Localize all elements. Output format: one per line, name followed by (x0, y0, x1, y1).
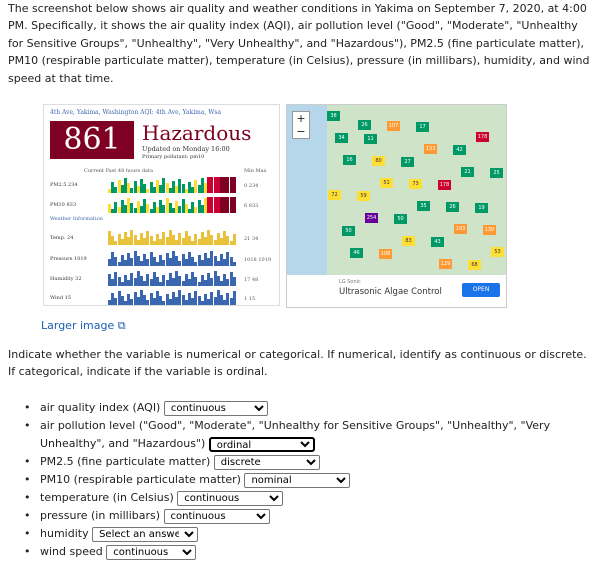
zoom-out-button[interactable]: − (296, 125, 306, 138)
aqi-marker[interactable]: 51 (380, 178, 393, 188)
aqi-marker[interactable]: 38 (327, 111, 340, 121)
temp-bars (108, 229, 238, 245)
aqi-marker[interactable]: 21 (461, 167, 474, 177)
aqi-marker[interactable]: 108 (380, 251, 391, 257)
row-label: Wind (50, 295, 64, 301)
aqi-marker[interactable]: 50 (394, 214, 407, 224)
aqi-marker[interactable]: 254 (366, 215, 377, 221)
aqi-marker[interactable]: 42 (453, 145, 466, 155)
external-link-icon: ⧉ (117, 319, 126, 332)
aqi-marker[interactable]: 72 (328, 190, 341, 200)
aqi-map[interactable] (286, 104, 507, 308)
list-item (24, 399, 584, 417)
variable-label: PM2.5 (fine particulate matter) (40, 455, 211, 468)
aqi-marker[interactable]: 53 (491, 247, 504, 257)
history-bar (233, 177, 236, 193)
zoom-control[interactable] (292, 111, 310, 139)
row-max: 34 (251, 236, 259, 242)
larger-image-link[interactable] (41, 319, 126, 333)
answer-select[interactable] (209, 437, 315, 452)
row-label: PM10 (50, 202, 65, 208)
ad-brand: LG Sonic (339, 279, 361, 285)
aqi-marker[interactable]: 43 (431, 237, 444, 247)
aqi-marker[interactable]: 178 (439, 182, 450, 188)
current-label: Current Past 48 hours data (84, 168, 154, 174)
variable-label: temperature (in Celsius) (40, 491, 174, 504)
aqi-marker[interactable]: 11 (364, 134, 377, 144)
aqi-value: 861 (50, 121, 134, 159)
station-title: 4th Ave, Yakima, Washington AQI: 4th Ave, Yakima, Wsa (50, 109, 222, 116)
row-value: 24 (67, 235, 74, 241)
aqi-marker[interactable]: 19 (475, 203, 488, 213)
aqi-screenshot (43, 104, 280, 306)
variable-label: air pollution level ("Good", "Moderate", "Unhealthy for Sensitive Groups", "Unhealthy", "Very Unhealthy", and "Hazardous") (40, 419, 551, 450)
row-label: Temp. (50, 235, 66, 241)
pressure-bars (108, 250, 238, 266)
aqi-marker[interactable]: 83 (402, 236, 415, 246)
row-label: PM2.5 (50, 182, 67, 188)
aqi-marker[interactable]: 178 (477, 134, 488, 140)
variable-label: PM10 (respirable particulate matter) (40, 473, 241, 486)
humidity-bars (108, 270, 238, 286)
row-label: Pressure (50, 256, 73, 262)
list-item (24, 453, 584, 471)
row-min: 0 (244, 183, 248, 189)
answer-select[interactable] (164, 401, 268, 416)
answer-select[interactable] (92, 527, 198, 542)
list-item (24, 489, 584, 507)
row-max: 48 (251, 277, 259, 283)
pm10-bars (108, 197, 238, 213)
aqi-marker[interactable]: 50 (342, 226, 355, 236)
row-min: 6 (244, 203, 248, 209)
ad-title[interactable]: Ultrasonic Algae Control (339, 287, 442, 297)
variable-list (24, 399, 584, 561)
answer-select[interactable] (244, 473, 350, 488)
ad-banner[interactable] (287, 275, 506, 307)
aqi-marker[interactable]: 34 (335, 133, 348, 143)
larger-image-label[interactable]: Larger image (41, 319, 115, 332)
history-bar (233, 277, 236, 286)
answer-select[interactable] (177, 491, 283, 506)
variable-label: wind speed (40, 545, 103, 558)
minmax-label: Min Max (244, 168, 267, 174)
row-min: 17 (244, 277, 251, 283)
row-value: 1019 (74, 256, 87, 262)
variable-label: pressure (in millibars) (40, 509, 161, 522)
aqi-marker[interactable]: 16 (343, 155, 356, 165)
aqi-marker[interactable]: 59 (357, 191, 370, 201)
weather-info: Weather Information (50, 216, 103, 222)
row-max: 234 (248, 183, 259, 189)
history-bar (233, 197, 236, 213)
row-max: 1019 (258, 257, 272, 263)
zoom-in-button[interactable]: + (296, 112, 306, 125)
answer-select[interactable] (214, 455, 320, 470)
aqi-marker[interactable]: 133 (425, 146, 436, 152)
aqi-marker[interactable]: 26 (358, 120, 371, 130)
row-min: 1 (244, 296, 248, 302)
aqi-marker[interactable]: 17 (416, 122, 429, 132)
ad-open-button[interactable]: OPEN (462, 283, 500, 297)
aqi-marker[interactable]: 80 (372, 156, 385, 166)
aqi-marker[interactable]: 68 (468, 260, 481, 270)
aqi-marker[interactable]: 103 (455, 226, 466, 232)
row-min: 21 (244, 236, 251, 242)
aqi-marker[interactable]: 26 (446, 202, 459, 212)
aqi-marker[interactable]: 73 (409, 179, 422, 189)
aqi-marker[interactable]: 27 (401, 157, 414, 167)
list-item (24, 543, 584, 561)
answer-select[interactable] (164, 509, 270, 524)
row-max: 15 (248, 296, 256, 302)
row-value: 15 (64, 295, 72, 301)
aqi-marker[interactable]: 35 (417, 201, 430, 211)
answer-select[interactable] (106, 545, 196, 560)
list-item (24, 471, 584, 489)
list-item (24, 525, 584, 543)
aqi-level: Hazardous (142, 121, 252, 145)
aqi-marker[interactable]: 129 (440, 261, 451, 267)
aqi-marker[interactable]: 46 (350, 248, 363, 258)
pm25-bars (108, 177, 238, 193)
history-bar (233, 234, 236, 245)
row-max: 833 (248, 203, 259, 209)
list-item (24, 417, 584, 453)
updated-time: Updated on Monday 16:00 (142, 145, 230, 153)
wind-bars (108, 289, 238, 305)
primary-pollutant: Primary pollutant: pm10 (142, 154, 205, 160)
history-bar (233, 291, 236, 305)
variable-label: humidity (40, 527, 89, 540)
row-value: 833 (66, 202, 76, 208)
aqi-marker[interactable]: 107 (388, 123, 399, 129)
row-label: Humidity (50, 276, 74, 282)
intro-text: The screenshot below shows air quality and weather conditions in Yakima on September 7, 2020, at 4:00 PM. Specifically, it shows the air quality index (AQI), air pollution level ("Good", "Moderate", "Unhealthy for Sensitive Groups", "Unhealthy", "Very Unhealthy", and "Hazardous"), PM2.5 (fine particulate matter), PM10 (respirable particulate matter), temperature (in Celsius), pressure (in millibars), humidity, and wind speed at that time. (8, 2, 590, 85)
aqi-marker[interactable]: 25 (490, 168, 503, 178)
list-item (24, 507, 584, 525)
history-bar (233, 262, 236, 266)
aqi-marker[interactable]: 130 (484, 227, 495, 233)
row-value: 32 (75, 276, 82, 282)
row-min: 1018 (244, 257, 257, 263)
question-text: Indicate whether the variable is numerical or categorical. If numerical, identify as continuous or discrete. If categorical, indicate if the variable is ordinal. (8, 348, 587, 379)
variable-label: air quality index (AQI) (40, 401, 161, 414)
row-value: 234 (68, 182, 78, 188)
